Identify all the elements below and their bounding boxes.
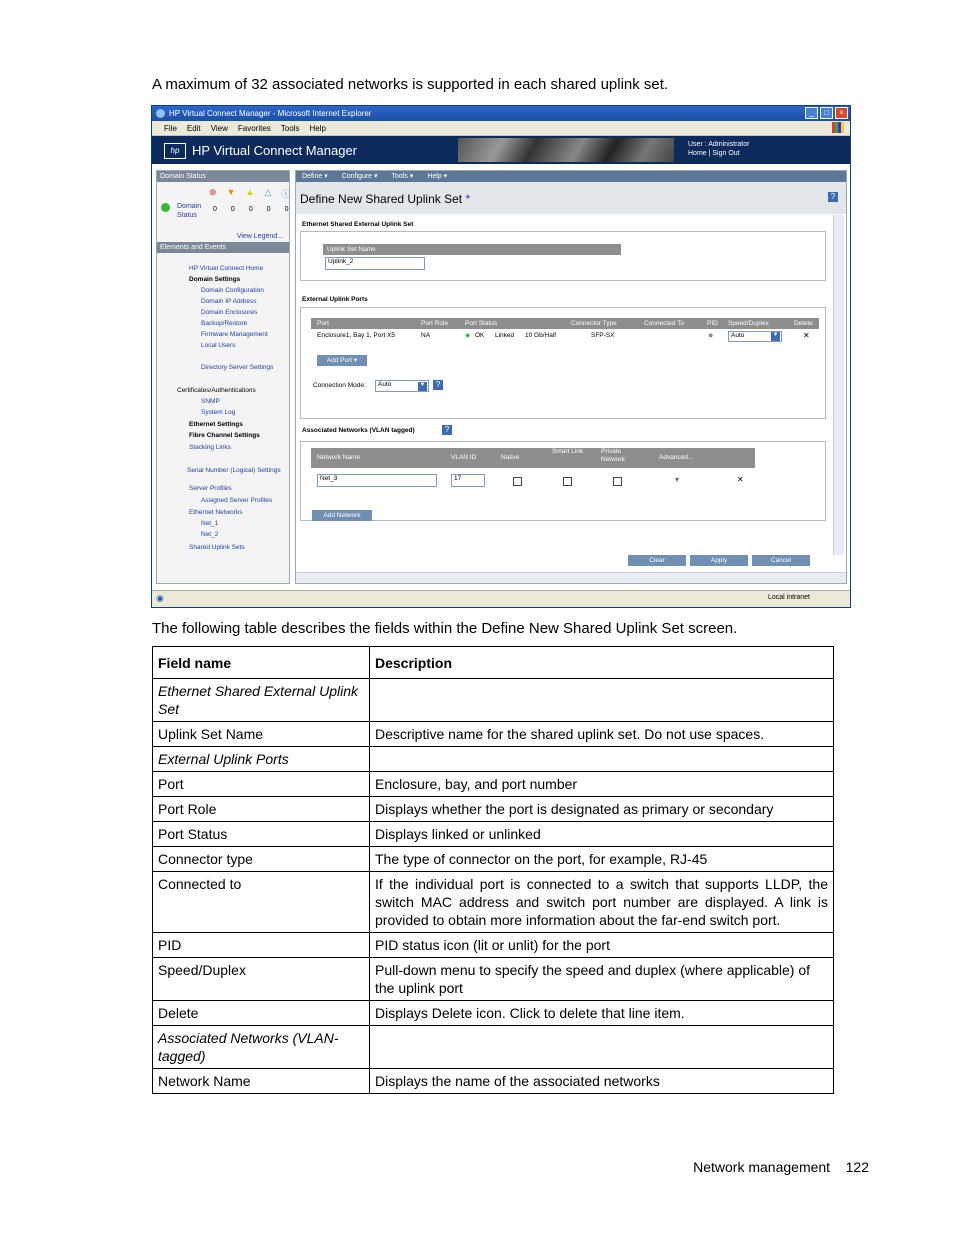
- info-icon: ⓘ: [281, 189, 291, 199]
- table-row: [153, 822, 834, 847]
- ie-icon: [156, 109, 165, 118]
- count-major: 0: [230, 206, 235, 213]
- count-warning: 0: [266, 206, 271, 213]
- domain-label-1: Domain: [177, 203, 202, 210]
- left-pane: [156, 170, 290, 584]
- col-advanced[interactable]: Advanced...: [659, 454, 694, 461]
- menu-favorites[interactable]: Favorites: [237, 123, 271, 133]
- tree-domain-config[interactable]: Domain Configuration: [201, 287, 264, 294]
- page-title-text: Define New Shared Uplink Set: [300, 192, 463, 206]
- tree-net2[interactable]: Net_2: [201, 531, 219, 538]
- major-icon: ▼: [226, 187, 236, 197]
- col-port-role: Port Role: [421, 320, 449, 327]
- page-title: [300, 192, 470, 206]
- chevron-down-icon: ▼: [771, 332, 780, 341]
- header-field-name: Field name: [153, 647, 370, 679]
- assoc-help-icon[interactable]: ?: [442, 425, 452, 435]
- add-network-button[interactable]: Add Network: [312, 510, 372, 521]
- col-delete: Delete: [794, 320, 813, 327]
- tree-home[interactable]: HP Virtual Connect Home: [189, 265, 264, 272]
- col-network-name: Network Name: [317, 454, 360, 461]
- port-role-value: NA: [421, 332, 431, 339]
- menu-view[interactable]: View: [210, 123, 228, 133]
- field-cell: External Uplink Ports: [153, 747, 370, 772]
- private-network-checkbox[interactable]: [613, 477, 622, 486]
- home-signout-links[interactable]: Home | Sign Out: [688, 150, 740, 157]
- tree-ethernet-networks[interactable]: Ethernet Networks: [189, 509, 243, 516]
- port-row: [311, 330, 819, 350]
- close-icon[interactable]: ×: [835, 107, 848, 119]
- nav-tree: [157, 253, 289, 575]
- menu-tools[interactable]: Tools: [280, 123, 300, 133]
- tree-directory[interactable]: Directory Server Settings: [201, 364, 274, 371]
- app-title: HP Virtual Connect Manager: [192, 143, 358, 158]
- col-connected-to: Connected To: [644, 320, 684, 327]
- domain-status-head: Domain Status: [157, 171, 289, 182]
- ok-status-icon: [161, 203, 170, 212]
- field-cell: Network Name: [153, 1069, 370, 1094]
- col-vlan-id: VLAN ID: [451, 454, 477, 461]
- browser-window-screenshot: [151, 105, 851, 608]
- tree-system-log[interactable]: System Log: [201, 409, 236, 416]
- chevron-down-icon: ▼: [418, 382, 427, 391]
- window-titlebar: [152, 106, 850, 121]
- table-row: [153, 747, 834, 772]
- tree-net1[interactable]: Net_1: [201, 520, 219, 527]
- domain-status-box: [157, 182, 289, 242]
- window-title: HP Virtual Connect Manager - Microsoft Internet Explorer: [169, 109, 372, 118]
- count-info: 0: [284, 206, 289, 213]
- desc-cell: Displays linked or unlinked: [370, 822, 834, 847]
- elements-events-head: Elements and Events: [157, 242, 289, 253]
- vlan-id-input[interactable]: 17: [451, 474, 485, 487]
- menu-help[interactable]: Help: [309, 123, 326, 133]
- conn-mode-value: Auto: [378, 381, 392, 388]
- main-pane: [295, 170, 847, 584]
- col-connector: Connector Type: [571, 320, 617, 327]
- menu-edit[interactable]: Edit: [186, 123, 201, 133]
- field-cell: Port Status: [153, 822, 370, 847]
- port-status-ok: OK: [475, 332, 485, 339]
- footer-section: Network management: [693, 1159, 831, 1175]
- tree-fc-settings[interactable]: Fibre Channel Settings: [189, 432, 260, 439]
- critical-icon: ⊗: [209, 187, 217, 197]
- vertical-scrollbar[interactable]: [833, 215, 844, 555]
- uplink-ports-box: [300, 307, 826, 419]
- smart-link-checkbox[interactable]: [563, 477, 572, 486]
- sec-ports-label: External Uplink Ports: [302, 296, 368, 303]
- tree-backup[interactable]: Backup/Restore: [201, 320, 248, 327]
- app-banner: [152, 136, 850, 164]
- pid-icon[interactable]: ●: [708, 330, 714, 340]
- tree-ethernet-settings[interactable]: Ethernet Settings: [189, 421, 243, 428]
- user-line: User : Administrator: [688, 141, 750, 148]
- maximize-icon[interactable]: □: [820, 107, 833, 119]
- hp-logo-icon: hp: [164, 143, 186, 159]
- clear-button[interactable]: Clear: [628, 555, 686, 566]
- net-header-row: [311, 448, 755, 468]
- field-cell: Ethernet Shared External Uplink Set: [153, 679, 370, 722]
- field-cell: Connected to: [153, 872, 370, 933]
- tab-configure[interactable]: Configure ▾: [341, 173, 378, 180]
- desc-cell: The type of connector on the port, for example, RJ-45: [370, 847, 834, 872]
- header-description: Description: [370, 647, 834, 679]
- conn-mode-help-icon[interactable]: ?: [433, 380, 443, 390]
- table-intro-text: The following table describes the fields within the Define New Shared Uplink Set screen.: [152, 620, 738, 637]
- tree-domain-ip[interactable]: Domain IP Address: [201, 298, 257, 305]
- col-speed: Speed/Duplex: [728, 320, 769, 327]
- desc-cell: PID status icon (lit or unlit) for the port: [370, 933, 834, 958]
- table-row: [153, 872, 834, 933]
- port-status-speed: 10 Gb/Half: [525, 332, 557, 339]
- tree-server-profiles[interactable]: Server Profiles: [189, 485, 232, 492]
- table-header-row: [153, 647, 834, 679]
- desc-cell: Displays Delete icon. Click to delete that line item.: [370, 1001, 834, 1026]
- table-row: [153, 958, 834, 1001]
- table-row: [153, 722, 834, 747]
- tree-domain-enclosures[interactable]: Domain Enclosures: [201, 309, 258, 316]
- field-cell: Connector type: [153, 847, 370, 872]
- table-row: [153, 847, 834, 872]
- network-name-input[interactable]: Net_3: [317, 474, 437, 487]
- tab-tools[interactable]: Tools ▾: [391, 173, 414, 180]
- delete-port-icon[interactable]: ✕: [803, 331, 810, 340]
- add-port-button[interactable]: Add Port ▾: [317, 355, 367, 366]
- banner-image: [458, 138, 674, 162]
- horizontal-scrollbar[interactable]: [296, 572, 846, 583]
- field-cell: Associated Networks (VLAN-tagged): [153, 1026, 370, 1069]
- zone-label: Local intranet: [767, 594, 810, 601]
- desc-cell: Displays whether the port is designated as primary or secondary: [370, 797, 834, 822]
- col-port-status: Port Status: [465, 320, 498, 327]
- tree-serial[interactable]: Serial Number (Logical) Settings: [187, 467, 281, 474]
- field-cell: PID: [153, 933, 370, 958]
- connector-value: SFP-SX: [591, 332, 615, 339]
- browser-statusbar: [152, 590, 850, 607]
- top-nav: [296, 171, 846, 182]
- page-number: 122: [845, 1159, 869, 1175]
- advanced-icon[interactable]: ▾: [675, 475, 680, 484]
- port-header-row: [311, 318, 819, 329]
- table-row: [153, 1069, 834, 1094]
- cancel-button[interactable]: Cancel: [752, 555, 810, 566]
- status-ok-icon: ●: [465, 330, 471, 340]
- tab-define[interactable]: Define ▾: [302, 173, 328, 180]
- required-star: *: [465, 192, 471, 206]
- sec-eth-label: Ethernet Shared External Uplink Set: [302, 221, 414, 228]
- tab-help[interactable]: Help ▾: [427, 173, 448, 180]
- user-info: [688, 140, 749, 158]
- minor-icon: ▲: [245, 187, 255, 197]
- intro-text: A maximum of 32 associated networks is supported in each shared uplink set.: [152, 76, 669, 93]
- table-row: [153, 1026, 834, 1069]
- uplink-set-box: [300, 231, 826, 281]
- status-icons: [209, 187, 290, 200]
- count-minor: 0: [248, 206, 253, 213]
- page-header: [296, 182, 846, 214]
- desc-cell: [370, 679, 834, 722]
- desc-cell: [370, 1026, 834, 1069]
- menu-bar: [152, 121, 850, 136]
- tree-domain-settings[interactable]: Domain Settings: [189, 276, 241, 283]
- native-checkbox[interactable]: [513, 477, 522, 486]
- tree-certificates[interactable]: Certificates/Authentications: [177, 387, 256, 394]
- port-value: Enclosure1, Bay 1, Port X5: [317, 332, 396, 339]
- desc-cell: [370, 747, 834, 772]
- table-row: [153, 679, 834, 722]
- table-row: [153, 933, 834, 958]
- apply-button[interactable]: Apply: [690, 555, 748, 566]
- field-cell: Port Role: [153, 797, 370, 822]
- connection-mode-select[interactable]: [375, 380, 429, 392]
- desc-cell: Enclosure, bay, and port number: [370, 772, 834, 797]
- conn-mode-label: Connection Mode:: [313, 382, 366, 389]
- uplink-set-name-input[interactable]: Uplink_2: [325, 257, 425, 270]
- count-critical: 0: [213, 206, 217, 213]
- field-cell: Port: [153, 772, 370, 797]
- col-pid: PID: [707, 320, 718, 327]
- menu-file[interactable]: File: [164, 123, 177, 133]
- desc-cell: Displays the name of the associated networks: [370, 1069, 834, 1094]
- tree-stacking[interactable]: Stacking Links: [189, 444, 231, 451]
- col-native: Native: [501, 454, 520, 461]
- view-legend-link[interactable]: View Legend...: [236, 233, 283, 240]
- delete-network-icon[interactable]: ✕: [737, 475, 744, 484]
- tree-firmware[interactable]: Firmware Management: [201, 331, 268, 338]
- tree-local-users[interactable]: Local Users: [201, 342, 236, 349]
- speed-value: Auto: [731, 332, 745, 339]
- col-private-network: Private Network: [601, 448, 625, 463]
- page-footer: [693, 1159, 869, 1175]
- domain-label-2: Status: [177, 212, 197, 219]
- page-status-icon: ◉: [156, 593, 164, 603]
- warning-icon: △: [264, 187, 272, 197]
- port-status-linked: Linked: [495, 332, 515, 339]
- uplink-name-head: Uplink Set Name: [323, 244, 621, 255]
- table-row: [153, 797, 834, 822]
- tree-assigned-profiles[interactable]: Assigned Server Profiles: [201, 497, 273, 504]
- table-row: [153, 772, 834, 797]
- field-cell: Uplink Set Name: [153, 722, 370, 747]
- speed-duplex-select[interactable]: [728, 331, 782, 342]
- col-port: Port: [317, 320, 329, 327]
- desc-cell: If the individual port is connected to a switch that supports LLDP, the switch MAC address and switch port number are displayed. A link is provided to obtain more information about the far-end switch port.: [370, 872, 834, 933]
- assoc-networks-box: [300, 441, 826, 521]
- tree-shared-uplinks[interactable]: Shared Uplink Sets: [189, 544, 245, 551]
- fields-table: [152, 646, 834, 1094]
- minimize-icon[interactable]: _: [805, 107, 818, 119]
- windows-flag-icon: [832, 122, 844, 133]
- help-icon[interactable]: ?: [828, 192, 838, 202]
- domain-status-label[interactable]: [177, 202, 201, 220]
- status-counts: [213, 206, 289, 213]
- table-row: [153, 1001, 834, 1026]
- sec-assoc-label: Associated Networks (VLAN tagged): [302, 427, 415, 434]
- field-cell: Delete: [153, 1001, 370, 1026]
- desc-cell: Descriptive name for the shared uplink set. Do not use spaces.: [370, 722, 834, 747]
- field-cell: Speed/Duplex: [153, 958, 370, 1001]
- col-smart-link: Smart Link: [552, 448, 584, 455]
- desc-cell: Pull-down menu to specify the speed and duplex (where applicable) of the uplink port: [370, 958, 834, 1001]
- tree-snmp[interactable]: SNMP: [201, 398, 220, 405]
